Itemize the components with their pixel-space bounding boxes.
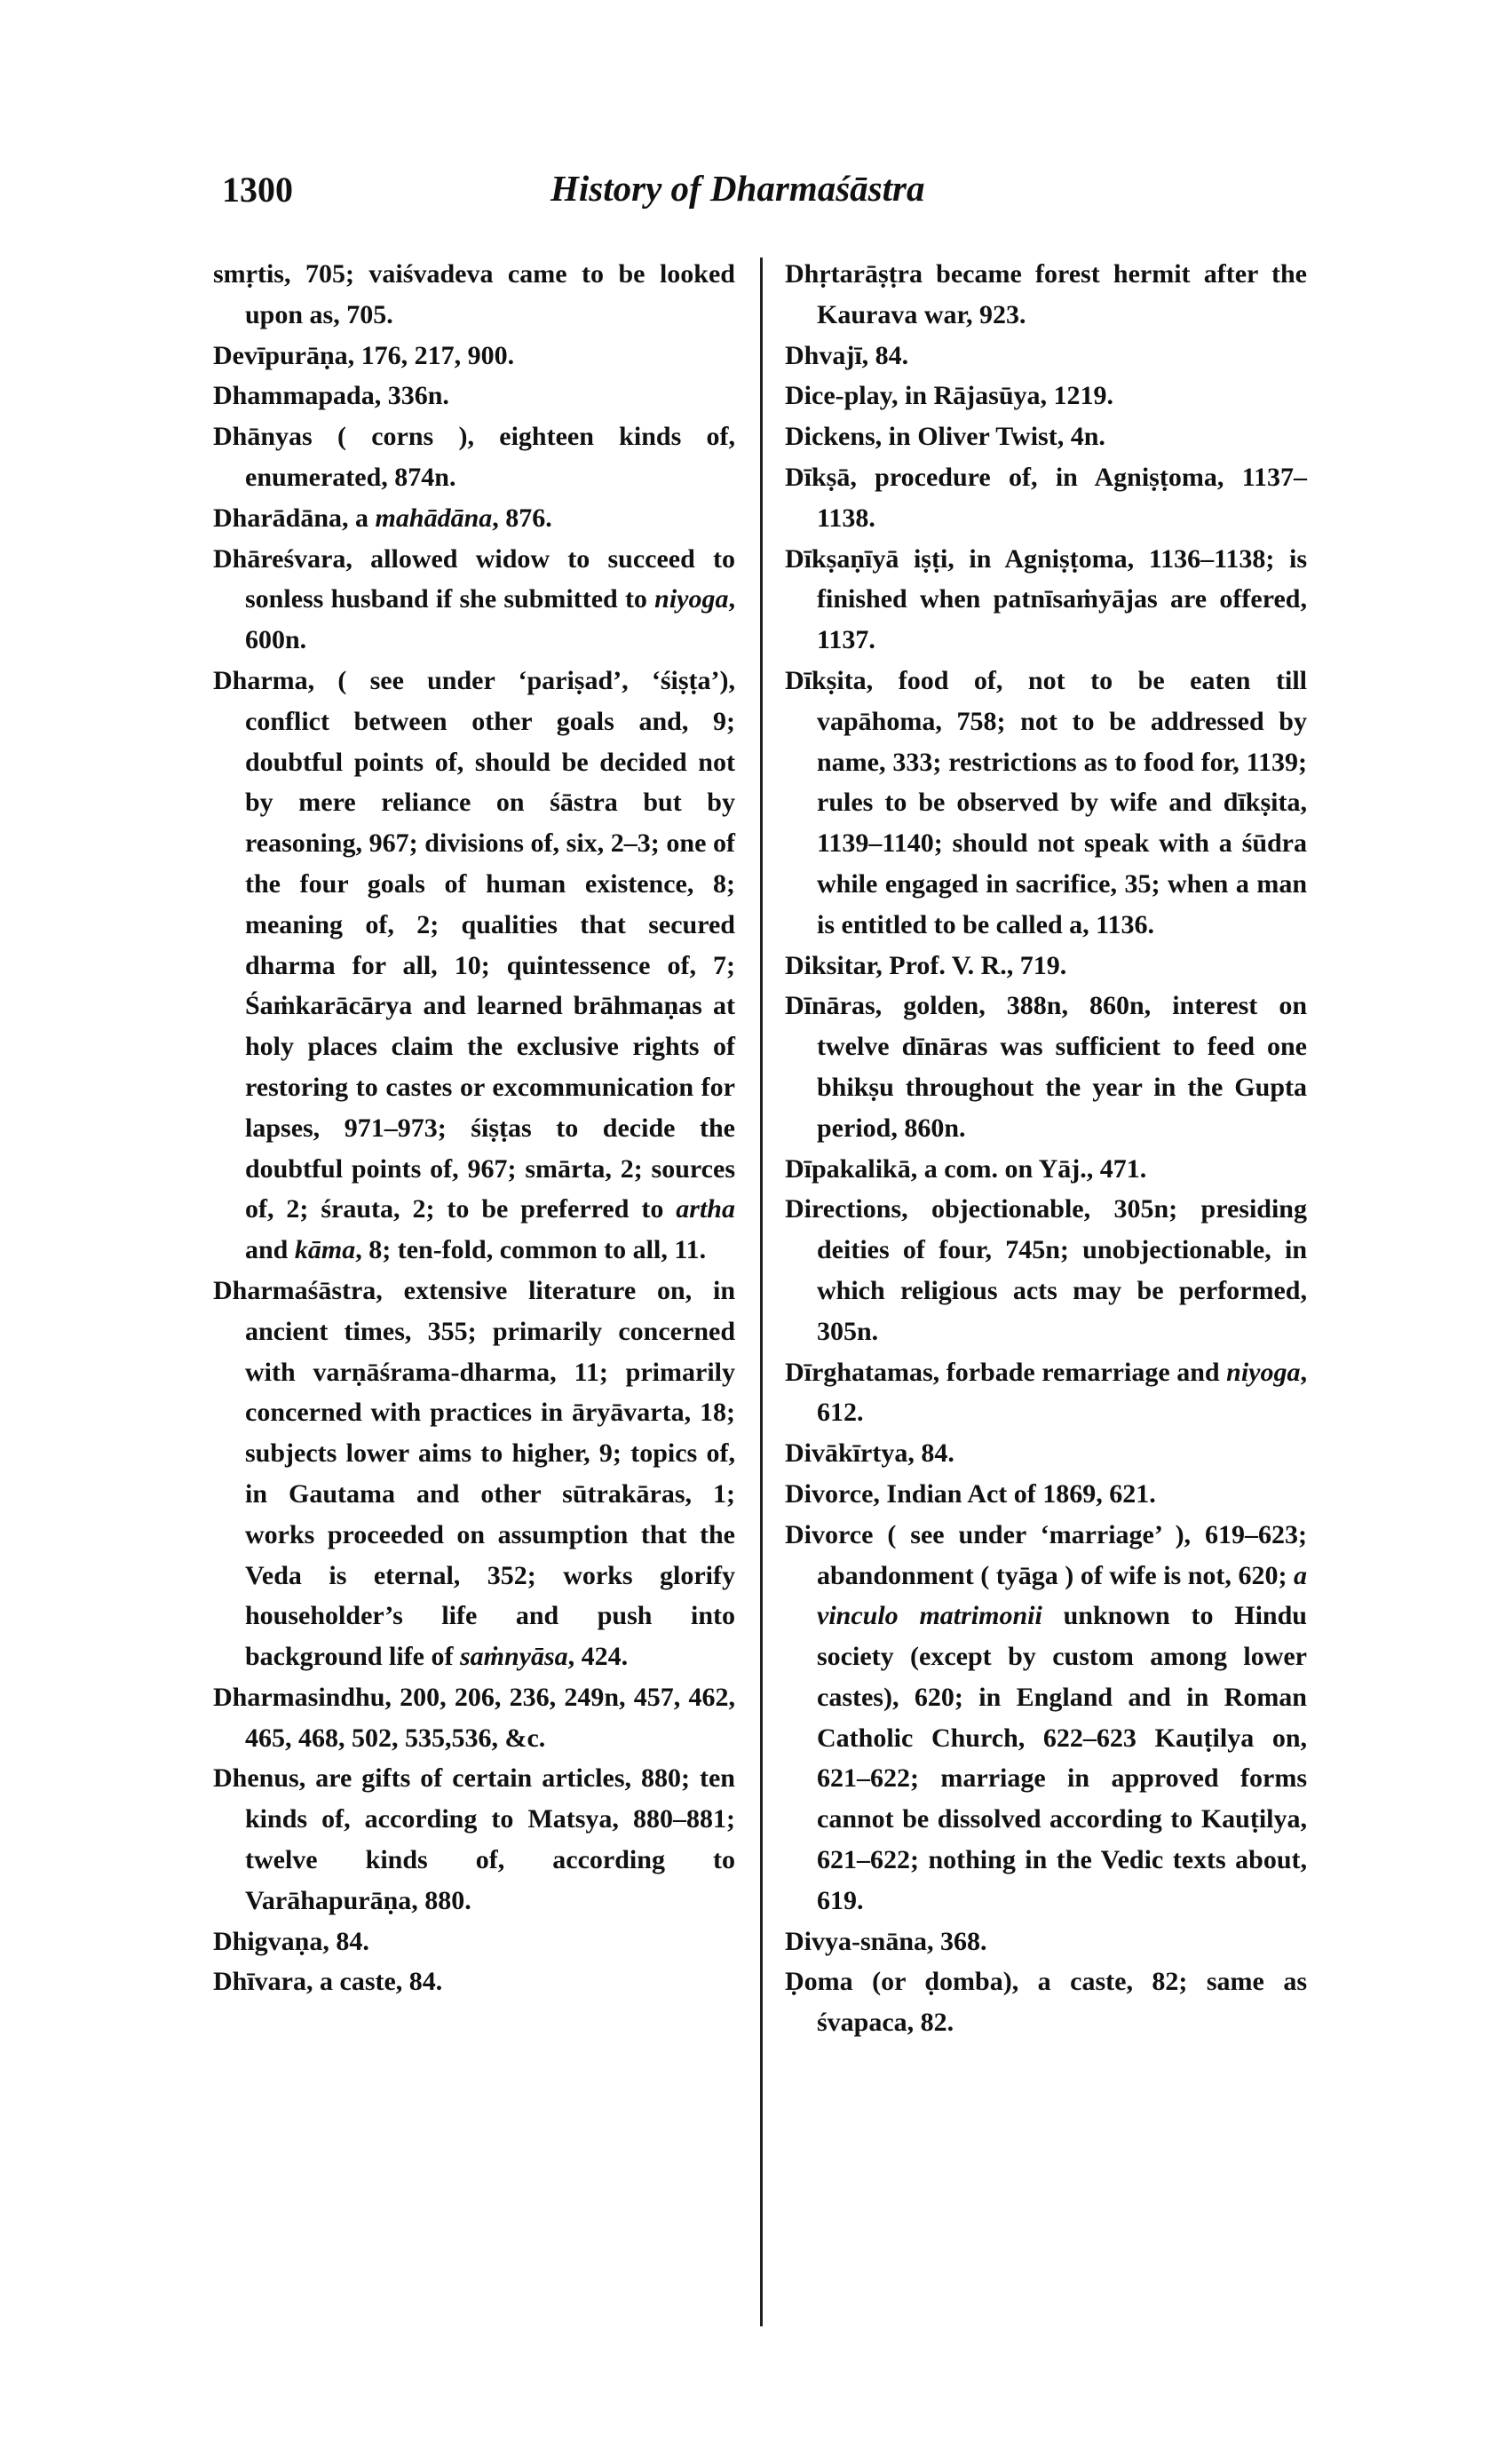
italic-term: kāma: [294, 1235, 356, 1265]
entry-text: , 600n.: [245, 584, 735, 655]
index-entry: [213, 539, 735, 661]
index-entry: [785, 457, 1307, 539]
index-entry: [785, 1961, 1307, 2043]
entry-text: Dīnāras, golden, 388n, 860n, interest on twelve dīnāras was sufficient to feed one bhikṣu throughout the year in the Gupta period, 860n.: [785, 991, 1307, 1143]
entry-text: Dhenus, are gifts of certain articles, 880; ten kinds of, according to Matsya, 880–881; twelve kinds of, according to Varāhapurāṇa, 880.: [213, 1763, 735, 1915]
index-entry: [213, 1677, 735, 1759]
index-entry: [785, 416, 1307, 457]
index-entry: [785, 946, 1307, 986]
index-entry: [785, 1474, 1307, 1515]
index-entry: [213, 254, 735, 336]
index-entry: [785, 336, 1307, 376]
index-entry: [785, 1515, 1307, 1921]
index-entry: [785, 1433, 1307, 1474]
entry-text: Dīkṣita, food of, not to be eaten till vapāhoma, 758; not to be addressed by name, 333; restrictions as to food for, 1139; rules to be observed by wife and dīkṣita, 1139–1140; should not speak with a śūdra while engaged in sacrifice, 35; when a man is entitled to be called a, 1136.: [785, 665, 1307, 939]
index-entry: [785, 254, 1307, 336]
entry-text: Dickens, in Oliver Twist, 4n.: [785, 422, 1105, 452]
index-entry: [213, 1961, 735, 2002]
entry-text: Divorce ( see under ‘marriage’ ), 619–623; abandonment ( tyāga ) of wife is not, 620;: [785, 1519, 1307, 1590]
entry-text: , 424.: [567, 1642, 629, 1672]
italic-term: artha: [676, 1194, 735, 1224]
entry-text: Dīkṣaṇīyā iṣṭi, in Agniṣṭoma, 1136–1138; is finished when patnīsaṁyājas are offered, 1137.: [785, 543, 1307, 655]
italic-term: niyoga: [1226, 1357, 1301, 1387]
index-column-left: [213, 254, 735, 2002]
index-entry: [785, 661, 1307, 946]
entry-text: Dhigvaṇa, 84.: [213, 1926, 369, 1956]
italic-term: niyoga: [654, 584, 729, 614]
index-entry: [213, 416, 735, 498]
entry-text: Divorce, Indian Act of 1869, 621.: [785, 1478, 1156, 1509]
index-entry: [785, 539, 1307, 661]
entry-text: Dhīvara, a caste, 84.: [213, 1967, 443, 1997]
page-number: 1300: [222, 170, 293, 210]
entry-text: Diksitar, Prof. V. R., 719.: [785, 950, 1067, 980]
index-entry: [785, 986, 1307, 1148]
italic-term: mahādāna: [375, 503, 493, 533]
entry-text: Dīkṣā, procedure of, in Agniṣṭoma, 1137–1138.: [785, 462, 1307, 533]
entry-text: Devīpurāṇa, 176, 217, 900.: [213, 340, 515, 370]
entry-text: Dhānyas ( corns ), eighteen kinds of, enumerated, 874n.: [213, 422, 735, 492]
italic-term: a vinculo matrimonii: [817, 1560, 1307, 1631]
index-entry: [785, 1352, 1307, 1434]
entry-text: Dhammapada, 336n.: [213, 381, 449, 411]
index-entry: [213, 498, 735, 539]
entry-text: Divya-snāna, 368.: [785, 1926, 987, 1956]
entry-text: Dhāreśvara, allowed widow to succeed to sonless husband if she submitted to: [213, 543, 735, 614]
index-column-right: [785, 254, 1307, 2043]
index-entry: [213, 336, 735, 376]
entry-text: Ḍoma (or ḍomba), a caste, 82; same as śvapaca, 82.: [785, 1967, 1307, 2038]
entry-text: Dīpakalikā, a com. on Yāj., 471.: [785, 1153, 1147, 1184]
entry-text: Dīrghatamas, forbade remarriage and: [785, 1357, 1227, 1387]
entry-text: Dice-play, in Rājasūya, 1219.: [785, 381, 1114, 411]
entry-text: Dhṛtarāṣṭra became forest hermit after the Kaurava war, 923.: [785, 259, 1307, 329]
entry-text: smṛtis, 705; vaiśvadeva came to be looked upon as, 705.: [213, 259, 735, 329]
entry-text: Dharmasindhu, 200, 206, 236, 249n, 457, 462, 465, 468, 502, 535,536, &c.: [213, 1682, 735, 1753]
entry-text: , 612.: [817, 1357, 1307, 1428]
entry-text: Dharādāna, a: [213, 503, 376, 533]
index-entry: [213, 661, 735, 1271]
column-divider: [760, 257, 763, 2326]
entry-text: Dharmaśāstra, extensive literature on, in ancient times, 355; primarily concerned with varṇāśrama-dharma, 11; primarily concerned with practices in āryāvarta, 18; subjects lower aims to higher, 9; topics of, in Gautama and other sūtrakāras, 1; works proceeded on assumption that the Veda is eternal, 352; works glorify householder’s life and push into background life of: [213, 1275, 735, 1672]
index-entry: [785, 376, 1307, 416]
entry-text: , 8; ten-fold, common to all, 11.: [355, 1235, 707, 1265]
index-entry: [213, 1921, 735, 1962]
index-entry: [213, 1271, 735, 1677]
entry-text: Divākīrtya, 84.: [785, 1438, 954, 1469]
index-entry: [213, 1758, 735, 1921]
running-title: History of Dharmaśāstra: [550, 168, 925, 209]
index-entry: [785, 1189, 1307, 1351]
entry-text: , 876.: [492, 503, 552, 533]
entry-text: Directions, objectionable, 305n; presiding deities of four, 745n; unobjectionable, in which religious acts may be performed, 305n.: [785, 1194, 1307, 1346]
entry-text: Dhvajī, 84.: [785, 340, 909, 370]
index-entry: [213, 376, 735, 416]
entry-text: Dharma, ( see under ‘pariṣad’, ‘śiṣṭa’), conflict between other goals and, 9; doubtful points of, should be decided not by mere reliance on śāstra but by reasoning, 967; divisions of, six, 2–3; one of the four goals of human existence, 8; meaning of, 2; qualities that secured dharma for all, 10; quintessence of, 7; Śaṁkarācārya and learned brāhmaṇas at holy places claim the exclusive rights of restoring to castes or excommunication for lapses, 971–973; śiṣṭas to decide the doubtful points of, 967; smārta, 2; sources of, 2; śrauta, 2; to be preferred to: [213, 665, 735, 1224]
index-entry: [785, 1149, 1307, 1190]
entry-text: unknown to Hindu society (except by custom among lower castes), 620; in England and in Roman Catholic Church, 622–623 Kauṭilya on, 621–622; marriage in approved forms cannot be dissolved according to Kauṭilya, 621–622; nothing in the Vedic texts about, 619.: [817, 1601, 1307, 1915]
italic-term: saṁnyāsa: [459, 1642, 568, 1672]
entry-text: and: [245, 1235, 295, 1265]
index-entry: [785, 1921, 1307, 1962]
